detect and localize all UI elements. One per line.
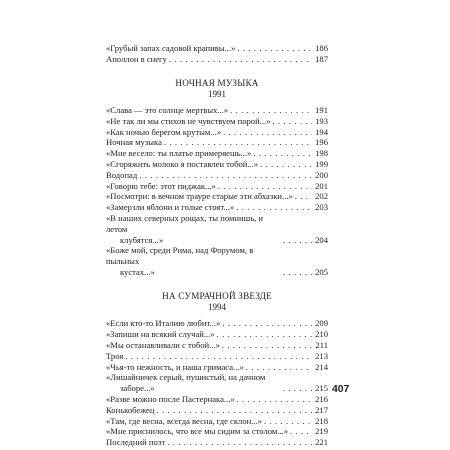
toc-entry-title: «Говорю тебе: этот пиджак...» [106, 180, 216, 191]
toc-entry-page: 211 [315, 339, 328, 350]
toc-entry-title: «Посмотри: в вечном трауре старые эти абхазки...» [106, 191, 293, 202]
toc-entry-title: «Не так ли мы стихов не чувствуем порой...» [106, 115, 271, 126]
dot-leader [223, 127, 312, 138]
toc-entry [106, 245, 328, 277]
dot-leader [139, 170, 312, 181]
dot-leader [236, 202, 312, 213]
toc-entry [106, 105, 328, 116]
dot-leader [295, 191, 312, 202]
dot-leader [283, 267, 312, 278]
toc-entry-title: «Там, где весна, всегда весна, где склон...» [106, 415, 262, 426]
dot-leader [283, 235, 312, 246]
section-year: 1991 [208, 88, 226, 99]
section-title: НОЧНАЯ МУЗЫКА [175, 77, 259, 88]
toc-entry-title-line: «Боже мой, среди Рима, над Форумом, в пыльных [106, 245, 254, 267]
toc-entry [106, 159, 328, 170]
toc-entry-page: 198 [315, 148, 328, 159]
toc-entry [106, 351, 328, 362]
dot-leader [217, 329, 312, 340]
toc-entry [106, 137, 328, 148]
toc-entry-title: «Грубый запах садовой крапивы...» [106, 43, 236, 53]
toc-entry-title: Аполлон в снегу [106, 53, 167, 64]
toc-entry-title: Водопад [106, 169, 138, 180]
dot-leader [290, 426, 312, 437]
dot-leader [218, 181, 312, 192]
toc-entry [106, 372, 328, 394]
toc-entry-page: 202 [315, 191, 328, 202]
dot-leader [283, 383, 312, 394]
toc-entry [106, 54, 328, 65]
top-entries [106, 43, 328, 65]
toc-entry-page: 219 [315, 426, 328, 437]
toc-entry [106, 116, 328, 127]
toc-entry-title [106, 213, 281, 245]
toc-entry [106, 329, 328, 340]
toc-entry-page: 216 [315, 393, 328, 404]
dot-leader [222, 340, 312, 351]
toc-entry [106, 362, 328, 373]
dot-leader [237, 394, 312, 405]
toc-entry-page: 194 [315, 126, 328, 137]
toc-entry-title: Последний поэт [106, 437, 166, 448]
toc-entry-page: 200 [315, 169, 328, 180]
section-heading [106, 78, 328, 100]
toc-entry-title-line: «В наших северных рощах, ты помнишь, и летом [106, 213, 264, 234]
toc-entry-title: «Если кто-то Италию любит...» [106, 318, 221, 329]
toc-entry [106, 148, 328, 159]
section-heading [106, 291, 328, 313]
toc-entry [106, 416, 328, 427]
toc-entry-page: 210 [315, 329, 328, 340]
dot-leader [125, 351, 312, 362]
toc-entry-page: 187 [315, 53, 328, 64]
toc-entry-page: 193 [315, 115, 328, 126]
dot-leader [156, 405, 312, 416]
toc-entry-title: Ночная музыка [106, 137, 162, 148]
toc-entry-title: «Замерзли яблони и голые стоят...» [106, 202, 235, 213]
toc-section [106, 78, 328, 278]
toc-entry-page: 204 [315, 234, 328, 245]
toc-entry-page: 213 [315, 350, 328, 361]
toc-entry [106, 213, 328, 245]
toc-entry [106, 426, 328, 437]
toc-entry-page: 209 [315, 318, 328, 329]
toc-entry-title: Троя [106, 350, 124, 361]
dot-leader [164, 137, 312, 148]
section-year: 1994 [208, 301, 226, 312]
toc-entry-title-continuation: клубятся...» [120, 234, 164, 245]
toc-entry-title: «Запиши на всякий случай...» [106, 329, 215, 340]
toc-entry-page: 217 [315, 404, 328, 415]
toc-entry-page: 201 [315, 180, 328, 191]
toc-entry-title: «Чья-то нежность, и наша гримаса...» [106, 361, 244, 372]
toc-entry [106, 181, 328, 192]
toc-entry-title: Конькобежец [106, 404, 155, 415]
toc-entry-page: 196 [315, 137, 328, 148]
toc-entry-title: «Разве можно после Пастернака...» [106, 393, 235, 404]
toc-entry [106, 191, 328, 202]
toc-entry-page: 199 [315, 159, 328, 170]
dot-leader [246, 362, 312, 373]
toc-section [106, 291, 328, 448]
toc-entry [106, 437, 328, 448]
toc-entry-page: 214 [315, 361, 328, 372]
toc-entry [106, 170, 328, 181]
dot-leader [237, 43, 312, 54]
dot-leader [167, 437, 312, 448]
dot-leader [230, 105, 312, 116]
toc-entry-title-continuation: кустах...» [120, 267, 155, 278]
toc-entry-page: 221 [315, 437, 328, 448]
toc-entry [106, 202, 328, 213]
dot-leader [222, 318, 312, 329]
toc-entry [106, 43, 328, 54]
dot-leader [169, 54, 312, 65]
toc-entry-title [106, 372, 281, 394]
toc-entry-title-line: «Лишайничек серый, пушистый, на дачном [106, 372, 266, 383]
dot-leader [253, 148, 312, 159]
toc-entry-title: «Мне весело: ты платье примеряешь...» [106, 148, 252, 159]
page-number: 407 [332, 384, 350, 395]
toc-entry [106, 127, 328, 138]
table-of-contents [106, 43, 328, 448]
toc-entry-page: 215 [315, 383, 328, 394]
toc-entry-page: 218 [315, 415, 328, 426]
toc-entry [106, 394, 328, 405]
section-title: НА СУМРАЧНОЙ ЗВЕЗДЕ [162, 290, 272, 301]
toc-entry-title-continuation: заборе...» [120, 383, 155, 394]
dot-leader [260, 159, 312, 170]
toc-entry [106, 340, 328, 351]
toc-entry-title: «Мы останавливали с тобой...» [106, 339, 220, 350]
toc-entry-page: 191 [315, 105, 328, 116]
toc-entry-title: «Сгоряжить молоко я поставлен тобой...» [106, 159, 259, 170]
toc-entry-page: 186 [315, 43, 328, 53]
toc-entry-title: «Как ночью берегом крутым...» [106, 126, 222, 137]
toc-entry [106, 318, 328, 329]
toc-entry-page: 203 [315, 202, 328, 213]
toc-entry-title: «Слава — это солнце мертвых...» [106, 105, 229, 116]
toc-entry-title: «Мне приснилось, что все мы сидим за столом...» [106, 426, 289, 437]
toc-entry-page: 205 [315, 267, 328, 278]
toc-entry-title [106, 245, 281, 277]
dot-leader [272, 116, 312, 127]
dot-leader [264, 416, 312, 427]
toc-entry [106, 405, 328, 416]
